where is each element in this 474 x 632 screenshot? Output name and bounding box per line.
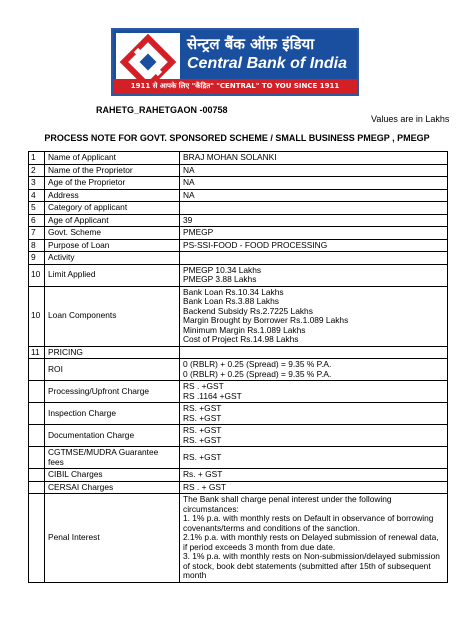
row-number: 7	[29, 227, 45, 240]
table-row	[29, 202, 448, 215]
row-value	[180, 252, 448, 265]
row-value: NA	[180, 164, 448, 177]
table-row	[29, 164, 448, 177]
row-label: ROI	[45, 359, 180, 381]
row-value: 39	[180, 214, 448, 227]
table-row	[29, 152, 448, 165]
table-row	[29, 286, 448, 346]
row-label: Purpose of Loan	[45, 239, 180, 252]
row-value: Bank Loan Rs.10.34 Lakhs Bank Loan Rs.3.88 Lakhs Backend Subsidy Rs.2.7225 Lakhs Margin Brought by Borrower Rs.1.089 Lakhs Minimum Margin Rs.1.089 Lakhs Cost of Project Rs.14.98 Lakhs	[180, 286, 448, 346]
row-number: 9	[29, 252, 45, 265]
row-value: 0 (RBLR) + 0.25 (Spread) = 9.35 % P.A. 0 (RBLR) + 0.25 (Spread) = 9.35 % P.A.	[180, 359, 448, 381]
row-label: Govt. Scheme	[45, 227, 180, 240]
row-number: 4	[29, 189, 45, 202]
row-value: PS-SSI-FOOD - FOOD PROCESSING	[180, 239, 448, 252]
row-label: Processing/Upfront Charge	[45, 381, 180, 403]
row-value: The Bank shall charge penal interest under the following circumstances: 1. 1% p.a. with monthly rests on Default in observance of borrowing covenants/terms and conditions of the sanction. 2.1% p.a. with monthly rests on Delayed submission of renewal data, if period exceeds 3 month from due date. 3. 1% p.a. with monthly rests on Non-submission/delayed submission of stock, book debt statements (submitted after 15th of subsequent month	[180, 494, 448, 583]
row-label: Age of the Proprietor	[45, 177, 180, 190]
bank-tagline: 1911 से आपके लिए "केंद्रित" "CENTRAL" TO YOU SINCE 1911	[113, 79, 357, 94]
row-number: 2	[29, 164, 45, 177]
row-number	[29, 403, 45, 425]
table-row	[29, 252, 448, 265]
row-number: 10	[29, 286, 45, 346]
table-row	[29, 177, 448, 190]
row-value: PMEGP 10.34 Lakhs PMEGP 3.88 Lakhs	[180, 264, 448, 286]
row-label: CERSAI Charges	[45, 481, 180, 494]
row-number: 1	[29, 152, 45, 165]
table-row	[29, 403, 448, 425]
row-label: CGTMSE/MUDRA Guarantee fees	[45, 447, 180, 469]
row-value: BRAJ MOHAN SOLANKI	[180, 152, 448, 165]
table-row	[29, 359, 448, 381]
row-label: Limit Applied	[45, 264, 180, 286]
table-row	[29, 469, 448, 482]
process-note-table	[28, 151, 448, 583]
row-label: Address	[45, 189, 180, 202]
row-number	[29, 494, 45, 583]
row-number	[29, 425, 45, 447]
row-number	[29, 447, 45, 469]
table-row	[29, 494, 448, 583]
table-row	[29, 189, 448, 202]
row-number	[29, 359, 45, 381]
table-row	[29, 425, 448, 447]
table-row	[29, 214, 448, 227]
row-value	[180, 202, 448, 215]
row-label: PRICING	[45, 346, 180, 359]
row-label: Inspection Charge	[45, 403, 180, 425]
row-number: 6	[29, 214, 45, 227]
table-row	[29, 227, 448, 240]
row-value: Rs. + GST	[180, 469, 448, 482]
row-label: Category of applicant	[45, 202, 180, 215]
bank-name-hindi: सेन्ट्रल बैंक ऑफ़ इंडिया	[187, 35, 315, 53]
values-unit-note: Values are in Lakhs	[371, 114, 450, 124]
bank-logo-banner	[111, 28, 359, 96]
row-value: NA	[180, 177, 448, 190]
table-row	[29, 381, 448, 403]
table-row	[29, 447, 448, 469]
document-title: PROCESS NOTE FOR GOVT. SPONSORED SCHEME / SMALL BUSINESS PMEGP , PMEGP	[44, 133, 430, 143]
row-value: RS. +GST RS. +GST	[180, 425, 448, 447]
row-value: RS. +GST RS. +GST	[180, 403, 448, 425]
row-value	[180, 346, 448, 359]
row-number	[29, 381, 45, 403]
row-number: 5	[29, 202, 45, 215]
table-row	[29, 239, 448, 252]
row-label: CIBIL Charges	[45, 469, 180, 482]
row-number: 11	[29, 346, 45, 359]
row-value: NA	[180, 189, 448, 202]
row-value: PMEGP	[180, 227, 448, 240]
row-label: Activity	[45, 252, 180, 265]
row-label: Name of the Proprietor	[45, 164, 180, 177]
table-row	[29, 264, 448, 286]
row-label: Documentation Charge	[45, 425, 180, 447]
row-value: RS . + GST	[180, 481, 448, 494]
row-number: 10	[29, 264, 45, 286]
table-row	[29, 346, 448, 359]
row-label: Penal Interest	[45, 494, 180, 583]
row-number: 8	[29, 239, 45, 252]
row-value: RS . +GST RS .1164 +GST	[180, 381, 448, 403]
row-label: Age of Applicant	[45, 214, 180, 227]
row-value: RS. +GST	[180, 447, 448, 469]
branch-code: RAHETG_RAHETGAON -00758	[96, 105, 228, 115]
table-row	[29, 481, 448, 494]
row-label: Name of Applicant	[45, 152, 180, 165]
row-number	[29, 481, 45, 494]
row-label: Loan Components	[45, 286, 180, 346]
bank-name-english: Central Bank of India	[187, 55, 348, 72]
row-number	[29, 469, 45, 482]
row-number: 3	[29, 177, 45, 190]
